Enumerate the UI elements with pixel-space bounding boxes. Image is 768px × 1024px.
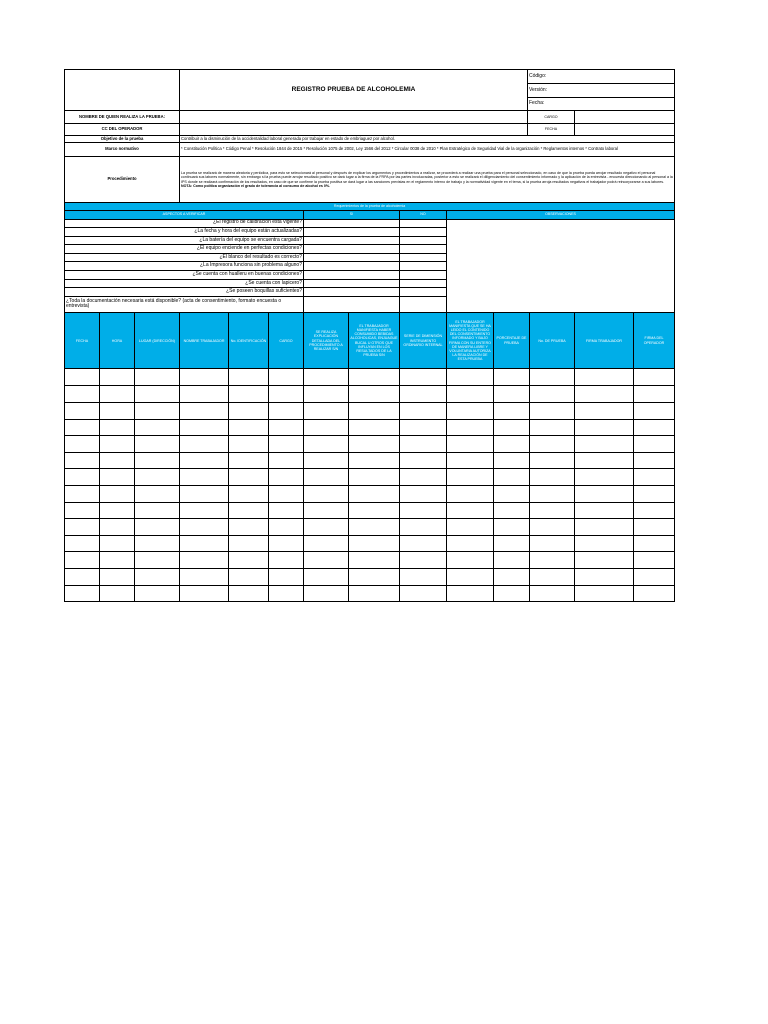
record-cell[interactable] [349,502,400,519]
record-cell[interactable] [65,386,100,403]
record-cell[interactable] [447,369,494,386]
record-cell[interactable] [634,452,675,469]
form-header [64,69,675,203]
record-cell[interactable] [135,469,180,486]
record-cell[interactable] [304,419,349,436]
record-cell[interactable] [100,486,135,503]
marco-label: Marco normativo [65,143,180,157]
record-cell[interactable] [269,419,304,436]
record-cell[interactable] [494,436,530,453]
record-cell[interactable] [575,386,634,403]
record-cell[interactable] [180,369,229,386]
record-cell[interactable] [349,552,400,569]
record-cell[interactable] [304,436,349,453]
fecha2-label: FECHA [528,124,575,136]
procedimiento-label: Procedimiento [65,157,180,203]
record-cell[interactable] [180,386,229,403]
record-cell[interactable] [65,419,100,436]
checklist-table [64,203,675,313]
record-cell[interactable] [135,452,180,469]
record-cell[interactable] [269,568,304,585]
record-row [65,552,675,569]
record-cell[interactable] [400,369,447,386]
record-cell[interactable] [447,535,494,552]
check-si-cell[interactable] [304,288,400,297]
records-table [64,313,675,370]
record-cell[interactable] [634,568,675,585]
record-cell[interactable] [349,535,400,552]
fecha-label: Fecha: [528,98,675,111]
alcohol-test-form [64,69,674,602]
record-cell[interactable] [65,552,100,569]
checklist-banner: Requerimientos de la prueba de alcoholemia [65,203,675,210]
check-si-cell[interactable] [304,262,400,271]
record-cell[interactable] [634,535,675,552]
record-cell[interactable] [349,403,400,420]
record-cell[interactable] [400,486,447,503]
record-cell[interactable] [180,568,229,585]
record-cell[interactable] [530,419,575,436]
record-cell[interactable] [530,568,575,585]
record-row [65,568,675,585]
cargo-input[interactable] [575,111,675,124]
record-cell[interactable] [304,469,349,486]
check-si-cell[interactable] [304,219,400,228]
cargo-label: CARGO [528,111,575,124]
check-si-cell[interactable] [304,245,400,254]
check-no-cell[interactable] [400,253,447,262]
col-consumo: EL TRABAJADOR MANIFIESTA HABER CONSUMIDO BEBIDAS ALCOHOLICAS, ENJUAGUE BUCAL U OTROS QUE INFLUYAN EN LOS RESULTADOS DE LA PRUEBA S/N [349,313,400,369]
col-identificacion: No. IDENTIFICACIÓN [229,313,269,369]
cc-input[interactable] [180,124,528,136]
procedimiento-text: La prueba se realizará de manera aleatoria y periódica, para esto se seleccionará al personal y después de explicar los argumentos y procedimientos a realizar, se procederá a realizar una prueba para el personal seleccionado, en caso de que la prueba pueda arrojar resultado negativo el personal continuará sus labores normalmente, sin embargo si la prueba puede arrojar resultado positivo se dará lugar a la firma de la FRPA por las partes involucradas, posterior a esto se realizará el diligenciamiento del consentimiento informado y la aplicación de la entrevista - encuesta direccionando al personal a la IPS donde se realizará confirmación de los resultados, en caso de que se confirme la prueba positiva se dará lugar a las sanciones previstas en el reglamento interno de trabajo y la normatividad vigente en el tema, si la prueba arroja resultados negativos el trabajador podrá reincorporarse a sus labores. [181,171,673,184]
check-item-label: ¿El blanco del resultado es correcto? [65,253,304,262]
record-cell[interactable] [400,519,447,536]
record-cell[interactable] [229,469,269,486]
record-cell[interactable] [530,552,575,569]
record-cell[interactable] [634,486,675,503]
procedimiento-cell [180,157,675,203]
record-cell[interactable] [349,386,400,403]
record-cell[interactable] [100,386,135,403]
record-cell[interactable] [304,369,349,386]
record-cell[interactable] [447,436,494,453]
record-row [65,502,675,519]
record-cell[interactable] [269,519,304,536]
record-cell[interactable] [634,552,675,569]
record-cell[interactable] [400,419,447,436]
record-cell[interactable] [634,369,675,386]
record-cell[interactable] [494,535,530,552]
check-item-label: ¿Se cuenta con hualleru en buenas condiciones? [65,271,304,280]
col-hora: HORA [100,313,135,369]
record-cell[interactable] [229,436,269,453]
check-no-cell[interactable] [400,296,447,312]
check-doc-label: ¿Toda la documentación necesaria está disponible? (acta de consentimiento, formato encuesta o entrevista) [65,296,304,312]
records-body [64,369,675,602]
record-cell[interactable] [575,469,634,486]
record-cell[interactable] [135,436,180,453]
record-cell[interactable] [634,419,675,436]
record-row [65,369,675,386]
record-cell[interactable] [575,436,634,453]
record-cell[interactable] [494,419,530,436]
record-cell[interactable] [65,486,100,503]
record-row [65,419,675,436]
check-no-cell[interactable] [400,262,447,271]
record-cell[interactable] [229,386,269,403]
record-cell[interactable] [180,502,229,519]
logo-cell [65,70,180,111]
record-cell[interactable] [304,552,349,569]
check-item-label: ¿El registro de calibración está vigente? [65,219,304,228]
record-row [65,519,675,536]
record-cell[interactable] [349,486,400,503]
record-cell[interactable] [229,568,269,585]
record-cell[interactable] [349,469,400,486]
record-cell[interactable] [304,535,349,552]
check-no-cell[interactable] [400,288,447,297]
record-cell[interactable] [575,535,634,552]
record-cell[interactable] [530,403,575,420]
record-cell[interactable] [135,585,180,602]
record-cell[interactable] [229,502,269,519]
record-cell[interactable] [304,452,349,469]
check-no-cell[interactable] [400,219,447,228]
record-cell[interactable] [400,552,447,569]
form-title: REGISTRO PRUEBA DE ALCOHOLEMIA [180,70,528,111]
col-numero-prueba: No. DE PRUEBA [530,313,575,369]
record-cell[interactable] [575,568,634,585]
record-cell[interactable] [269,535,304,552]
record-cell[interactable] [180,519,229,536]
record-cell[interactable] [180,403,229,420]
record-row [65,436,675,453]
record-cell[interactable] [269,369,304,386]
record-cell[interactable] [400,469,447,486]
record-cell[interactable] [349,585,400,602]
record-cell[interactable] [180,419,229,436]
record-cell[interactable] [65,568,100,585]
record-cell[interactable] [135,419,180,436]
check-si-cell[interactable] [304,236,400,245]
check-item-label: ¿La fecha y hora del equipo están actualizadas? [65,228,304,237]
record-cell[interactable] [400,403,447,420]
check-no-cell[interactable] [400,271,447,280]
check-si-cell[interactable] [304,271,400,280]
record-cell[interactable] [447,403,494,420]
col-serie: SERIE DE DIMENSIÓN INSTRUMENTO ORDINARIO INTERNAL [400,313,447,369]
record-cell[interactable] [634,469,675,486]
record-cell[interactable] [447,568,494,585]
record-cell[interactable] [575,403,634,420]
record-cell[interactable] [494,469,530,486]
col-nombre-trabajador: NOMBRE TRABAJADOR [180,313,229,369]
record-cell[interactable] [494,502,530,519]
record-row [65,469,675,486]
record-cell[interactable] [447,585,494,602]
record-cell[interactable] [229,403,269,420]
col-firma-operador: FIRMA DEL OPERADOR [634,313,675,369]
record-cell[interactable] [400,436,447,453]
fecha2-input[interactable] [575,124,675,136]
record-row [65,403,675,420]
record-cell[interactable] [400,535,447,552]
record-cell[interactable] [530,469,575,486]
check-si-cell[interactable] [304,253,400,262]
col-consentimiento: EL TRABAJADOR MANIFIESTA QUE SE HA LEIDO EL CONTENIDO DEL CONSENTIMIENTO INFORMADO Y BAJO FIRMA CON SU ENTERO DE MANERA LIBRE Y VOLUNTARIA AUTORIZA LA REALIZACIÓN DE ESTA PRUEBA [447,313,494,369]
record-cell[interactable] [269,585,304,602]
observaciones-cell[interactable] [447,219,675,312]
check-item-label: ¿El equipo enciende en perfectas condiciones? [65,245,304,254]
record-cell[interactable] [269,502,304,519]
record-cell[interactable] [494,452,530,469]
objetivo-text: Contribuir a la disminución de la accidentalidad laboral generada por trabajar en estado de embriaguez por alcohol. [180,136,675,143]
check-no-cell[interactable] [400,236,447,245]
record-cell[interactable] [100,519,135,536]
record-cell[interactable] [180,535,229,552]
record-cell[interactable] [447,502,494,519]
record-cell[interactable] [304,585,349,602]
record-cell[interactable] [135,486,180,503]
col-observaciones: OBSERVACIONES [447,210,675,219]
record-cell[interactable] [575,502,634,519]
record-cell[interactable] [65,519,100,536]
record-cell[interactable] [100,535,135,552]
record-cell[interactable] [269,386,304,403]
record-cell[interactable] [530,585,575,602]
record-cell[interactable] [229,419,269,436]
record-cell[interactable] [400,502,447,519]
record-cell[interactable] [100,403,135,420]
col-lugar: LUGAR (DIRECCIÓN) [135,313,180,369]
record-cell[interactable] [229,519,269,536]
nota-text: NOTA: Como política organización el grado de tolerancia al consumo de alcohol es 0%. [181,183,331,188]
check-item-label: ¿Se cuenta con lapicero? [65,279,304,288]
record-cell[interactable] [447,519,494,536]
record-cell[interactable] [447,486,494,503]
record-cell[interactable] [65,436,100,453]
record-cell[interactable] [575,552,634,569]
record-cell[interactable] [400,386,447,403]
check-no-cell[interactable] [400,228,447,237]
record-cell[interactable] [100,568,135,585]
record-cell[interactable] [65,403,100,420]
record-cell[interactable] [229,452,269,469]
record-cell[interactable] [349,452,400,469]
record-cell[interactable] [180,552,229,569]
record-cell[interactable] [400,452,447,469]
check-item-label: ¿Se poseen boquillas suficientes? [65,288,304,297]
check-si-cell[interactable] [304,279,400,288]
record-cell[interactable] [634,436,675,453]
record-cell[interactable] [269,552,304,569]
record-cell[interactable] [100,452,135,469]
record-row [65,386,675,403]
record-row [65,535,675,552]
record-cell[interactable] [100,369,135,386]
record-cell[interactable] [575,419,634,436]
record-cell[interactable] [494,568,530,585]
record-cell[interactable] [304,568,349,585]
record-cell[interactable] [494,386,530,403]
record-cell[interactable] [447,419,494,436]
col-si: SI [304,210,400,219]
record-cell[interactable] [180,486,229,503]
record-cell[interactable] [634,502,675,519]
record-cell[interactable] [269,436,304,453]
record-cell[interactable] [229,369,269,386]
codigo-label: Código: [528,70,675,84]
record-cell[interactable] [100,436,135,453]
record-cell[interactable] [304,519,349,536]
record-cell[interactable] [135,519,180,536]
objetivo-label: Objetivo de la prueba [65,136,180,143]
col-explicacion: SE REALIZA EXPLICACIÓN DETALLADA DEL PROCEDIMIENTO A REALIZAR S/N [304,313,349,369]
record-cell[interactable] [135,568,180,585]
record-cell[interactable] [135,403,180,420]
record-cell[interactable] [634,403,675,420]
check-si-cell[interactable] [304,296,400,312]
record-cell[interactable] [269,469,304,486]
check-no-cell[interactable] [400,245,447,254]
record-cell[interactable] [494,486,530,503]
record-cell[interactable] [349,369,400,386]
record-cell[interactable] [530,502,575,519]
record-cell[interactable] [304,403,349,420]
record-cell[interactable] [400,585,447,602]
record-cell[interactable] [530,436,575,453]
record-cell[interactable] [229,535,269,552]
record-cell[interactable] [135,502,180,519]
record-cell[interactable] [269,403,304,420]
record-cell[interactable] [180,469,229,486]
quien-label: NOMBRE DE QUIEN REALIZA LA PRUEBA: [65,111,180,124]
col-cargo: CARGO [269,313,304,369]
record-cell[interactable] [135,386,180,403]
record-cell[interactable] [447,552,494,569]
record-cell[interactable] [575,585,634,602]
record-cell[interactable] [447,469,494,486]
record-cell[interactable] [269,452,304,469]
record-cell[interactable] [530,369,575,386]
col-porcentaje: PORCENTAJE DE PRUEBA [494,313,530,369]
record-cell[interactable] [494,585,530,602]
record-cell[interactable] [304,502,349,519]
record-cell[interactable] [100,419,135,436]
record-cell[interactable] [634,519,675,536]
record-cell[interactable] [530,486,575,503]
record-cell[interactable] [180,452,229,469]
record-cell[interactable] [447,452,494,469]
record-cell[interactable] [304,386,349,403]
col-no: NO [400,210,447,219]
cc-label: CC DEL OPERADOR [65,124,180,136]
record-cell[interactable] [65,469,100,486]
record-cell[interactable] [180,436,229,453]
check-item-label: ¿La batería del equipo se encuentra cargada? [65,236,304,245]
record-cell[interactable] [530,452,575,469]
record-cell[interactable] [349,568,400,585]
quien-input[interactable] [180,111,528,124]
version-label: Versión: [528,84,675,98]
record-cell[interactable] [494,369,530,386]
record-cell[interactable] [269,486,304,503]
record-cell[interactable] [494,552,530,569]
col-firma-trabajador: FIRMA TRABAJADOR [575,313,634,369]
record-row [65,486,675,503]
record-cell[interactable] [349,436,400,453]
record-cell[interactable] [494,403,530,420]
record-cell[interactable] [349,419,400,436]
record-cell[interactable] [65,369,100,386]
record-cell[interactable] [229,552,269,569]
record-cell[interactable] [229,585,269,602]
record-cell[interactable] [65,452,100,469]
record-row [65,585,675,602]
record-cell[interactable] [135,535,180,552]
record-cell[interactable] [100,469,135,486]
record-cell[interactable] [349,519,400,536]
record-cell[interactable] [180,585,229,602]
record-cell[interactable] [135,552,180,569]
record-cell[interactable] [575,369,634,386]
record-cell[interactable] [575,519,634,536]
record-cell[interactable] [135,369,180,386]
col-fecha: FECHA [65,313,100,369]
record-cell[interactable] [530,386,575,403]
record-cell[interactable] [634,386,675,403]
record-cell[interactable] [304,486,349,503]
record-cell[interactable] [65,535,100,552]
record-cell[interactable] [447,386,494,403]
record-cell[interactable] [100,585,135,602]
record-cell[interactable] [530,535,575,552]
record-cell[interactable] [229,486,269,503]
record-cell[interactable] [400,568,447,585]
record-cell[interactable] [65,585,100,602]
check-si-cell[interactable] [304,228,400,237]
record-cell[interactable] [494,519,530,536]
check-no-cell[interactable] [400,279,447,288]
record-cell[interactable] [100,502,135,519]
record-cell[interactable] [65,502,100,519]
marco-text: * Constitución Política * Código Penal * Resolución 1844 de 2015 * Resolución 1075 de 2002, Ley 1566 del 2012 * Circular 0038 de 2010 * Plan Estratégico de Seguridad Vial de la organización * Reglamentos internos * Contrato laboral [180,143,675,157]
col-aspectos: ASPECTOS A VERIFICAR [65,210,304,219]
record-cell[interactable] [575,452,634,469]
check-item-label: ¿La Impresora funciona sin problema alguno? [65,262,304,271]
record-cell[interactable] [634,585,675,602]
record-cell[interactable] [530,519,575,536]
record-cell[interactable] [575,486,634,503]
record-cell[interactable] [100,552,135,569]
record-row [65,452,675,469]
